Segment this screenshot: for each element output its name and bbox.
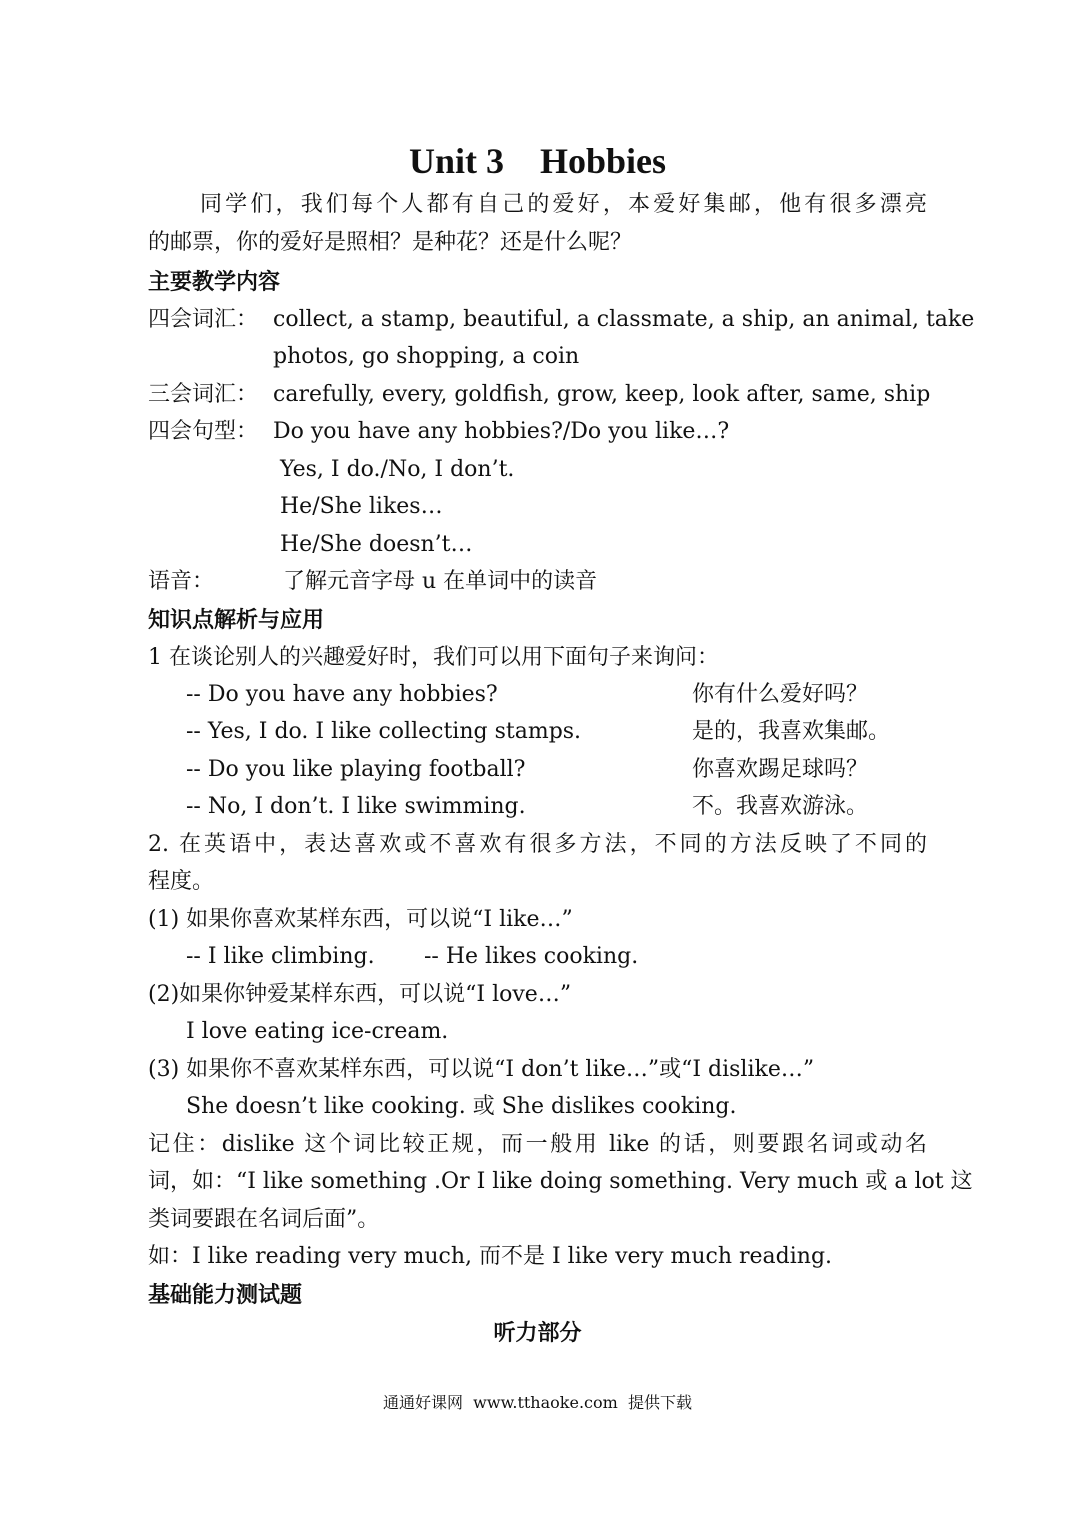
point2-line-2: 程度。 <box>148 869 215 894</box>
point2-sub3-example: She doesn’t like cooking. 或 She dislikes cooking. <box>186 1094 737 1119</box>
dialog-zh: 你喜欢踢足球吗？ <box>692 757 869 782</box>
vocab4-label: 四会词汇： <box>148 307 259 332</box>
intro-line-1: 同学们，我们每个人都有自己的爱好，本爱好集邮，他有很多漂亮 <box>200 192 927 217</box>
dialog-en: -- Do you like playing football? <box>186 757 526 782</box>
page-footer: 通通好课网 www.tthaoke.com 提供下载 <box>383 1393 692 1412</box>
point2-sub3: (3) 如果你不喜欢某样东西，可以说“I don’t like…”或“I dislike…” <box>148 1057 815 1082</box>
point2-sub1-example-2: -- He likes cooking. <box>424 944 639 969</box>
page-title: Unit 3 Hobbies <box>408 141 667 181</box>
example-line: 如：I like reading very much, 而不是 I like very much reading. <box>148 1244 833 1269</box>
phonics-text: 了解元音字母 u 在单词中的读音 <box>283 569 598 594</box>
point2-sub1-example-1: -- I like climbing. <box>186 944 375 969</box>
listening-heading: 听力部分 <box>493 1320 582 1346</box>
phonics-label: 语音： <box>148 569 215 594</box>
point2-line-1: 2. 在英语中，表达喜欢或不喜欢有很多方法，不同的方法反映了不同的 <box>148 832 927 857</box>
remember-line-3: 类词要跟在名词后面”。 <box>148 1207 380 1232</box>
sentences4-line-4: He/She doesn’t… <box>280 532 473 557</box>
vocab4-line-1: collect, a stamp, beautiful, a classmate, a ship, an animal, take <box>273 307 975 332</box>
vocab3-text: carefully, every, goldfish, grow, keep, look after, same, ship <box>273 382 931 407</box>
vocab4-line-2: photos, go shopping, a coin <box>273 344 580 369</box>
dialog-en: -- Do you have any hobbies? <box>186 682 498 707</box>
sentences4-label: 四会句型： <box>148 419 259 444</box>
dialog-zh: 是的，我喜欢集邮。 <box>692 719 891 744</box>
section-heading-basic-test: 基础能力测试题 <box>148 1282 303 1308</box>
sentences4-line-1: Do you have any hobbies?/Do you like…? <box>273 419 730 444</box>
point2-sub2-example: I love eating ice-cream. <box>186 1019 449 1044</box>
section-heading-main-content: 主要教学内容 <box>148 269 281 295</box>
sentences4-line-2: Yes, I do./No, I don’t. <box>280 457 515 482</box>
section-heading-knowledge: 知识点解析与应用 <box>148 607 325 633</box>
remember-line-2: 词，如：“I like something .Or I like doing something. Very much 或 a lot 这 <box>148 1169 973 1194</box>
vocab3-label: 三会词汇： <box>148 382 259 407</box>
sentences4-line-3: He/She likes… <box>280 494 443 519</box>
dialog-en: -- No, I don’t. I like swimming. <box>186 794 526 819</box>
point1-text: 1 在谈论别人的兴趣爱好时，我们可以用下面句子来询问： <box>148 645 719 670</box>
intro-line-2: 的邮票，你的爱好是照相？是种花？还是什么呢？ <box>148 230 633 255</box>
dialog-en: -- Yes, I do. I like collecting stamps. <box>186 719 582 744</box>
dialog-zh: 不。我喜欢游泳。 <box>692 794 869 819</box>
remember-line-1: 记住：dislike 这个词比较正规，而一般用 like 的话，则要跟名词或动名 <box>148 1132 927 1157</box>
point2-sub2: (2)如果你钟爱某样东西，可以说“I love…” <box>148 982 572 1007</box>
point2-sub1: (1) 如果你喜欢某样东西，可以说“I like…” <box>148 907 573 932</box>
dialog-zh: 你有什么爱好吗？ <box>692 682 869 707</box>
